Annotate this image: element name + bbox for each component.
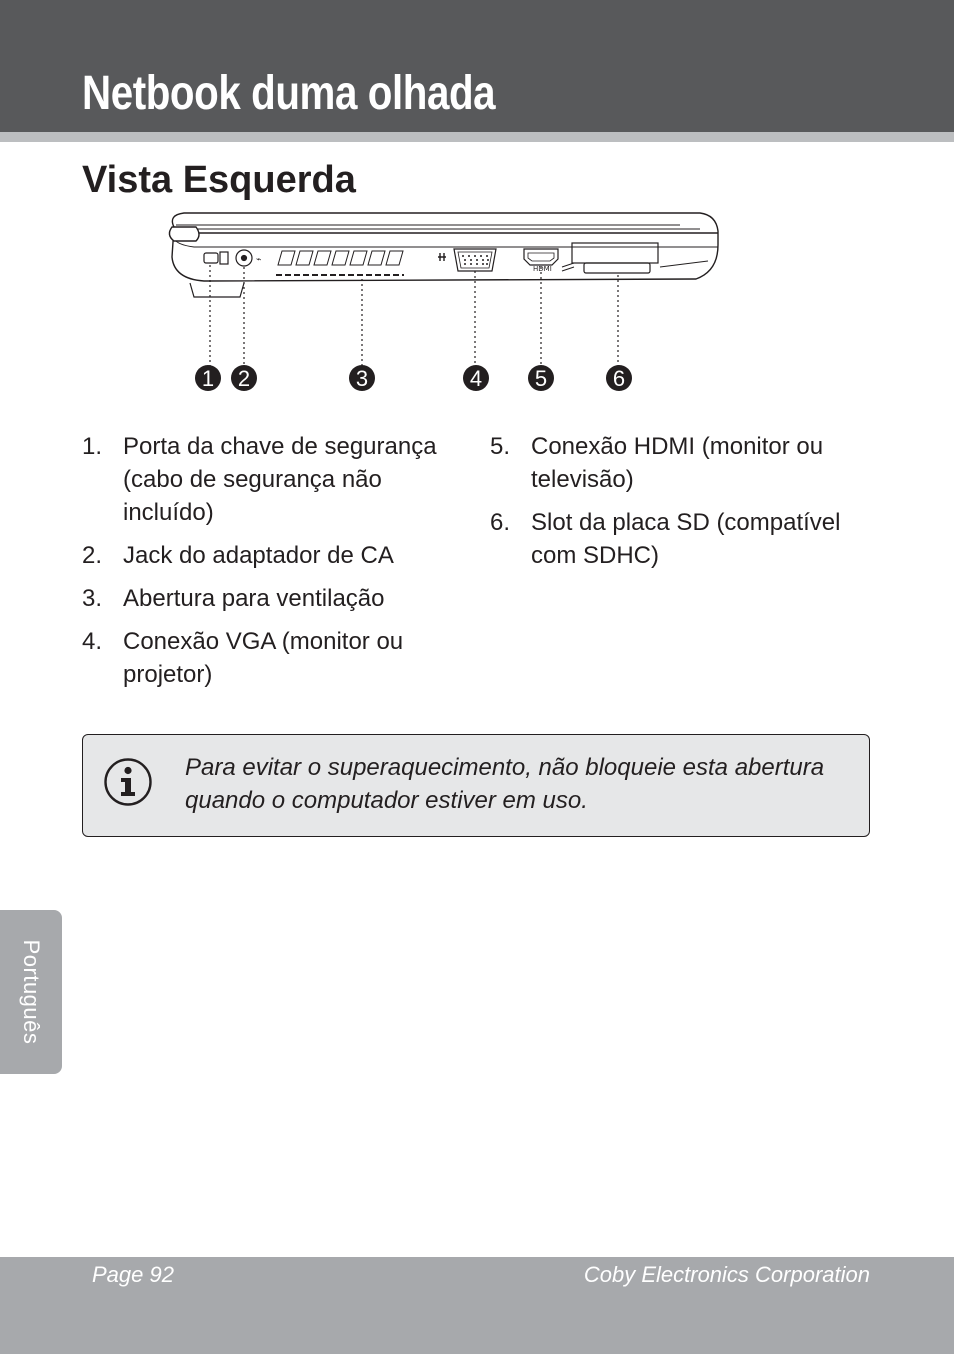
callout-number-6: 6	[612, 366, 626, 391]
section-title: Vista Esquerda	[82, 159, 356, 201]
port-list-right	[490, 430, 870, 582]
item-text: Jack do adaptador de CA	[123, 542, 394, 569]
callout-number-3: 3	[355, 366, 369, 391]
list-item	[82, 539, 472, 572]
item-text: Conexão VGA (monitor ou projetor)	[123, 628, 404, 688]
language-tab	[0, 910, 62, 1074]
note-box	[82, 734, 870, 837]
item-text: Conexão HDMI (monitor ou televisão)	[531, 433, 824, 493]
callout-number-5: 5	[534, 366, 548, 391]
note-text: Para evitar o superaquecimento, não bloqueie esta abertura quando o computador estiver em uso.	[185, 754, 825, 814]
item-number: 5.	[490, 433, 511, 460]
item-text: Abertura para ventilação	[123, 585, 385, 612]
footer-company: Coby Electronics Corporation	[583, 1262, 870, 1287]
page-number: Page 92	[92, 1262, 174, 1287]
item-number: 1.	[82, 433, 103, 460]
port-list-left	[82, 430, 472, 701]
svg-text:⌁: ⌁	[256, 255, 262, 265]
list-item	[82, 625, 472, 691]
list-item	[490, 430, 870, 496]
item-text: Slot da placa SD (compatível com SDHC)	[531, 509, 841, 569]
item-number: 6.	[490, 509, 511, 536]
language-tab-label: Português	[19, 939, 44, 1045]
callout-markers	[195, 365, 632, 391]
info-icon	[103, 757, 153, 807]
page-title: Netbook duma olhada	[82, 67, 496, 120]
list-item	[82, 430, 472, 529]
callout-number-2: 2	[237, 366, 251, 391]
list-item	[82, 582, 472, 615]
item-number: 2.	[82, 542, 103, 569]
hdmi-label: HDMI	[533, 265, 552, 273]
header-rule	[0, 132, 954, 142]
item-text: Porta da chave de segurança (cabo de segurança não incluído)	[123, 433, 437, 526]
list-item	[490, 506, 870, 572]
callout-number-1: 1	[201, 366, 215, 391]
callout-number-4: 4	[469, 366, 483, 391]
netbook-left-side-diagram	[160, 205, 740, 405]
item-number: 3.	[82, 585, 103, 612]
item-number: 4.	[82, 628, 103, 655]
